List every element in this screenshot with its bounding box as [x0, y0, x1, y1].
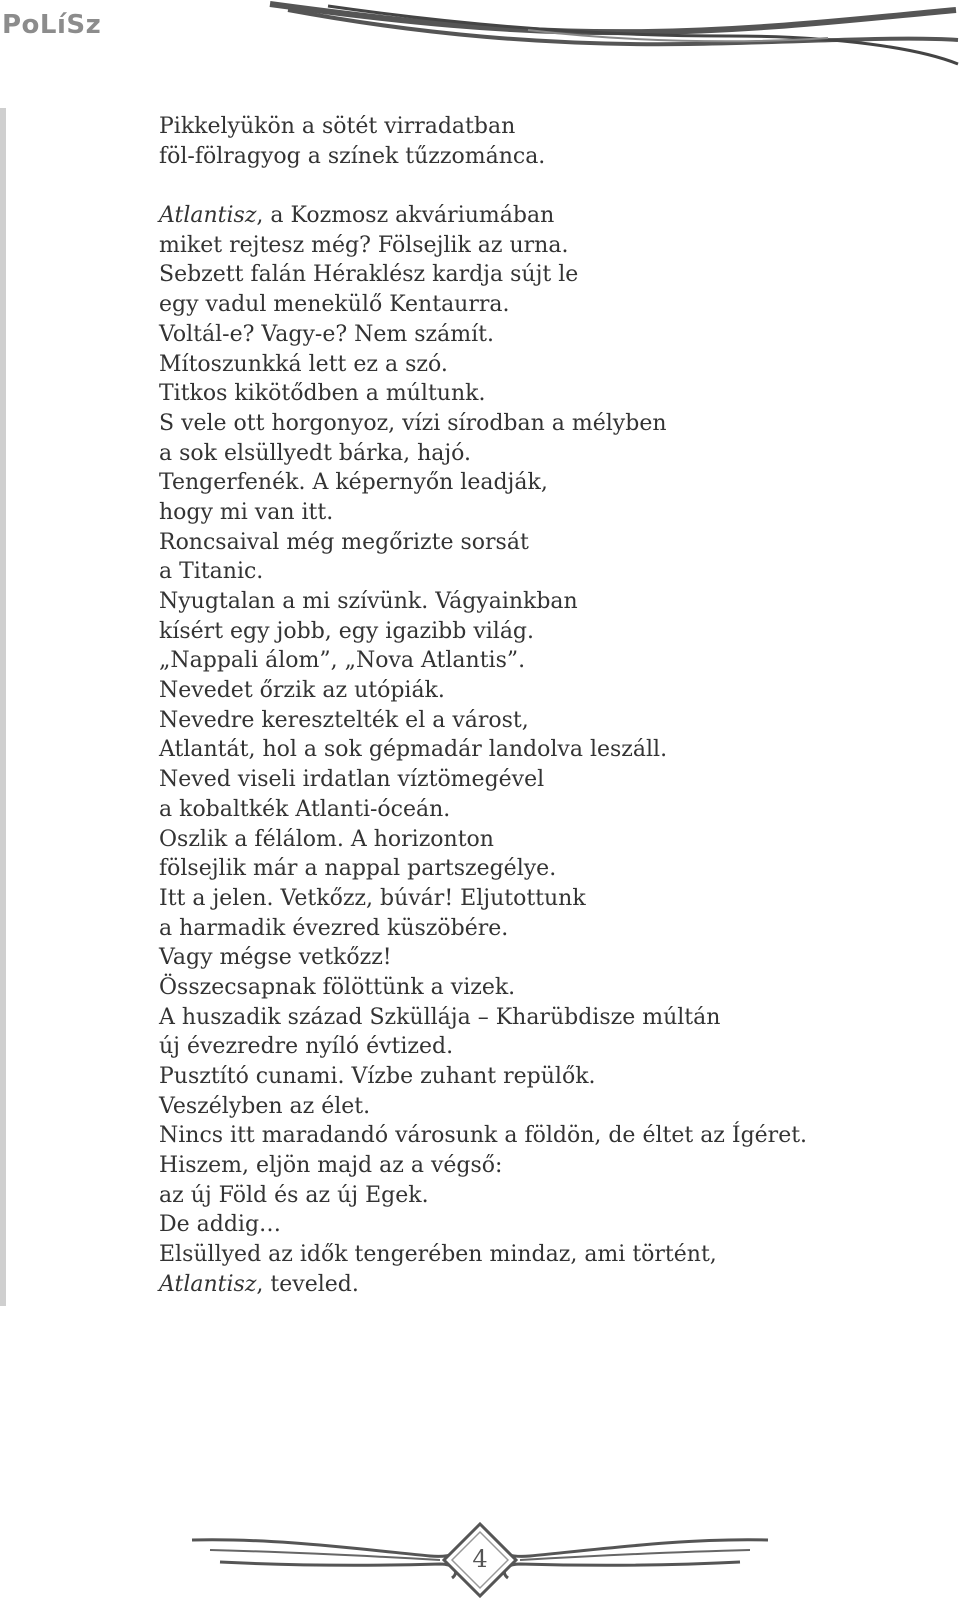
line-text: Oszlik a félálom. A horizonton — [159, 826, 494, 852]
line-text: új évezredre nyíló évtized. — [159, 1034, 454, 1060]
line-text: Voltál-e? Vagy-e? Nem számít. — [159, 321, 494, 347]
italic-word: Atlantisz — [159, 1271, 257, 1297]
line-text: Mítoszunkká lett ez a szó. — [159, 351, 448, 377]
line-text: , a Kozmosz akváriumában — [256, 203, 555, 229]
poem-body — [159, 112, 939, 1300]
line-text: Veszélyben az élet. — [159, 1093, 371, 1119]
poem-line — [159, 260, 939, 290]
poem-line — [159, 350, 939, 380]
line-text: Neved viseli irdatlan víztömegével — [159, 767, 545, 793]
poem-line — [159, 914, 939, 944]
line-text: Atlantát, hol a sok gépmadár landolva leszáll. — [159, 737, 668, 763]
poem-line — [159, 676, 939, 706]
line-text: föl-fölragyog a színek tűzzománca. — [159, 143, 546, 169]
poem-line — [159, 617, 939, 647]
line-text: Pusztító cunami. Vízbe zuhant repülők. — [159, 1064, 596, 1089]
line-text: Sebzett falán Héraklész kardja sújt le — [159, 262, 579, 288]
line-text: Nincs itt maradandó városunk a földön, de éltet az Ígéret. — [159, 1123, 808, 1149]
line-text: egy vadul menekülő Kentaurra. — [159, 292, 510, 318]
poem-line — [159, 1181, 939, 1211]
line-text: az új Föld és az új Egek. — [159, 1182, 429, 1208]
line-text: „Nappali álom”, „Nova Atlantis”. — [159, 648, 526, 674]
poem-line — [159, 557, 939, 587]
poem-line — [159, 765, 939, 795]
line-text: hogy mi van itt. — [159, 499, 334, 525]
line-text: A huszadik század Szküllája – Kharübdisze múltán — [159, 1004, 721, 1030]
line-text: miket rejtesz még? Fölsejlik az urna. — [159, 232, 569, 258]
line-text: Roncsaival még megőrizte sorsát — [159, 529, 529, 555]
page-number: 4 — [472, 1545, 488, 1573]
poem-line — [159, 142, 939, 172]
poem-line — [159, 1151, 939, 1181]
poem-line — [159, 409, 939, 439]
poem-line — [159, 854, 939, 884]
line-text: Tengerfenék. A képernyőn leadják, — [159, 470, 548, 496]
poem-line — [159, 706, 939, 736]
line-text: a harmadik évezred küszöbére. — [159, 915, 509, 941]
poem-line — [159, 439, 939, 469]
poem-line — [159, 468, 939, 498]
poem-line — [159, 735, 939, 765]
line-text: a Titanic. — [159, 559, 264, 585]
poem-line — [159, 320, 939, 350]
poem-line — [159, 201, 939, 231]
poem-line — [159, 973, 939, 1003]
poem-line — [159, 884, 939, 914]
brand-logo: PoLíSz — [2, 10, 102, 40]
poem-line — [159, 1210, 939, 1240]
poem-line — [159, 379, 939, 409]
line-text: fölsejlik már a nappal partszegélye. — [159, 856, 557, 882]
line-text: Nevedet őrzik az utópiák. — [159, 678, 445, 704]
line-text: , teveled. — [256, 1271, 359, 1297]
poem-line — [159, 528, 939, 558]
swash-ornament-icon — [268, 0, 960, 80]
poem-line — [159, 1121, 939, 1151]
line-text: Összecsapnak fölöttünk a vizek. — [159, 974, 516, 1000]
poem-line — [159, 943, 939, 973]
poem-line — [159, 795, 939, 825]
poem-line — [159, 1270, 939, 1300]
poem-line — [159, 646, 939, 676]
line-text: a kobaltkék Atlanti-óceán. — [159, 796, 451, 822]
line-text: S vele ott horgonyoz, vízi sírodban a mélyben — [159, 410, 667, 436]
poem-line — [159, 1032, 939, 1062]
line-text: Pikkelyükön a sötét virradatban — [159, 114, 516, 139]
line-text: Hiszem, eljön majd az a végső: — [159, 1153, 503, 1179]
line-text: De addig… — [159, 1212, 282, 1238]
line-text: kísért egy jobb, egy igazibb világ. — [159, 618, 535, 644]
poem-line — [159, 112, 939, 142]
poem-line — [159, 1062, 939, 1092]
line-text: Itt a jelen. Vetkőzz, búvár! Eljutottunk — [159, 885, 586, 911]
line-text: Elsüllyed az idők tengerében mindaz, ami történt, — [159, 1242, 717, 1268]
line-text: Nevedre keresztelték el a várost, — [159, 707, 529, 733]
poem-line — [159, 498, 939, 528]
line-text: Titkos kikötődben a múltunk. — [159, 381, 486, 407]
poem-line — [159, 1092, 939, 1122]
poem-line — [159, 1240, 939, 1270]
poem-line — [159, 290, 939, 320]
poem-line — [159, 825, 939, 855]
poem-line — [159, 587, 939, 617]
poem-line — [159, 1003, 939, 1033]
line-text: Nyugtalan a mi szívünk. Vágyainkban — [159, 589, 578, 614]
line-text: Vagy mégse vetkőzz! — [159, 945, 392, 971]
poem-line — [159, 231, 939, 261]
stanza-break — [159, 171, 939, 201]
margin-rule — [0, 108, 6, 1306]
italic-word: Atlantisz — [159, 203, 257, 229]
line-text: a sok elsüllyedt bárka, hajó. — [159, 440, 472, 466]
